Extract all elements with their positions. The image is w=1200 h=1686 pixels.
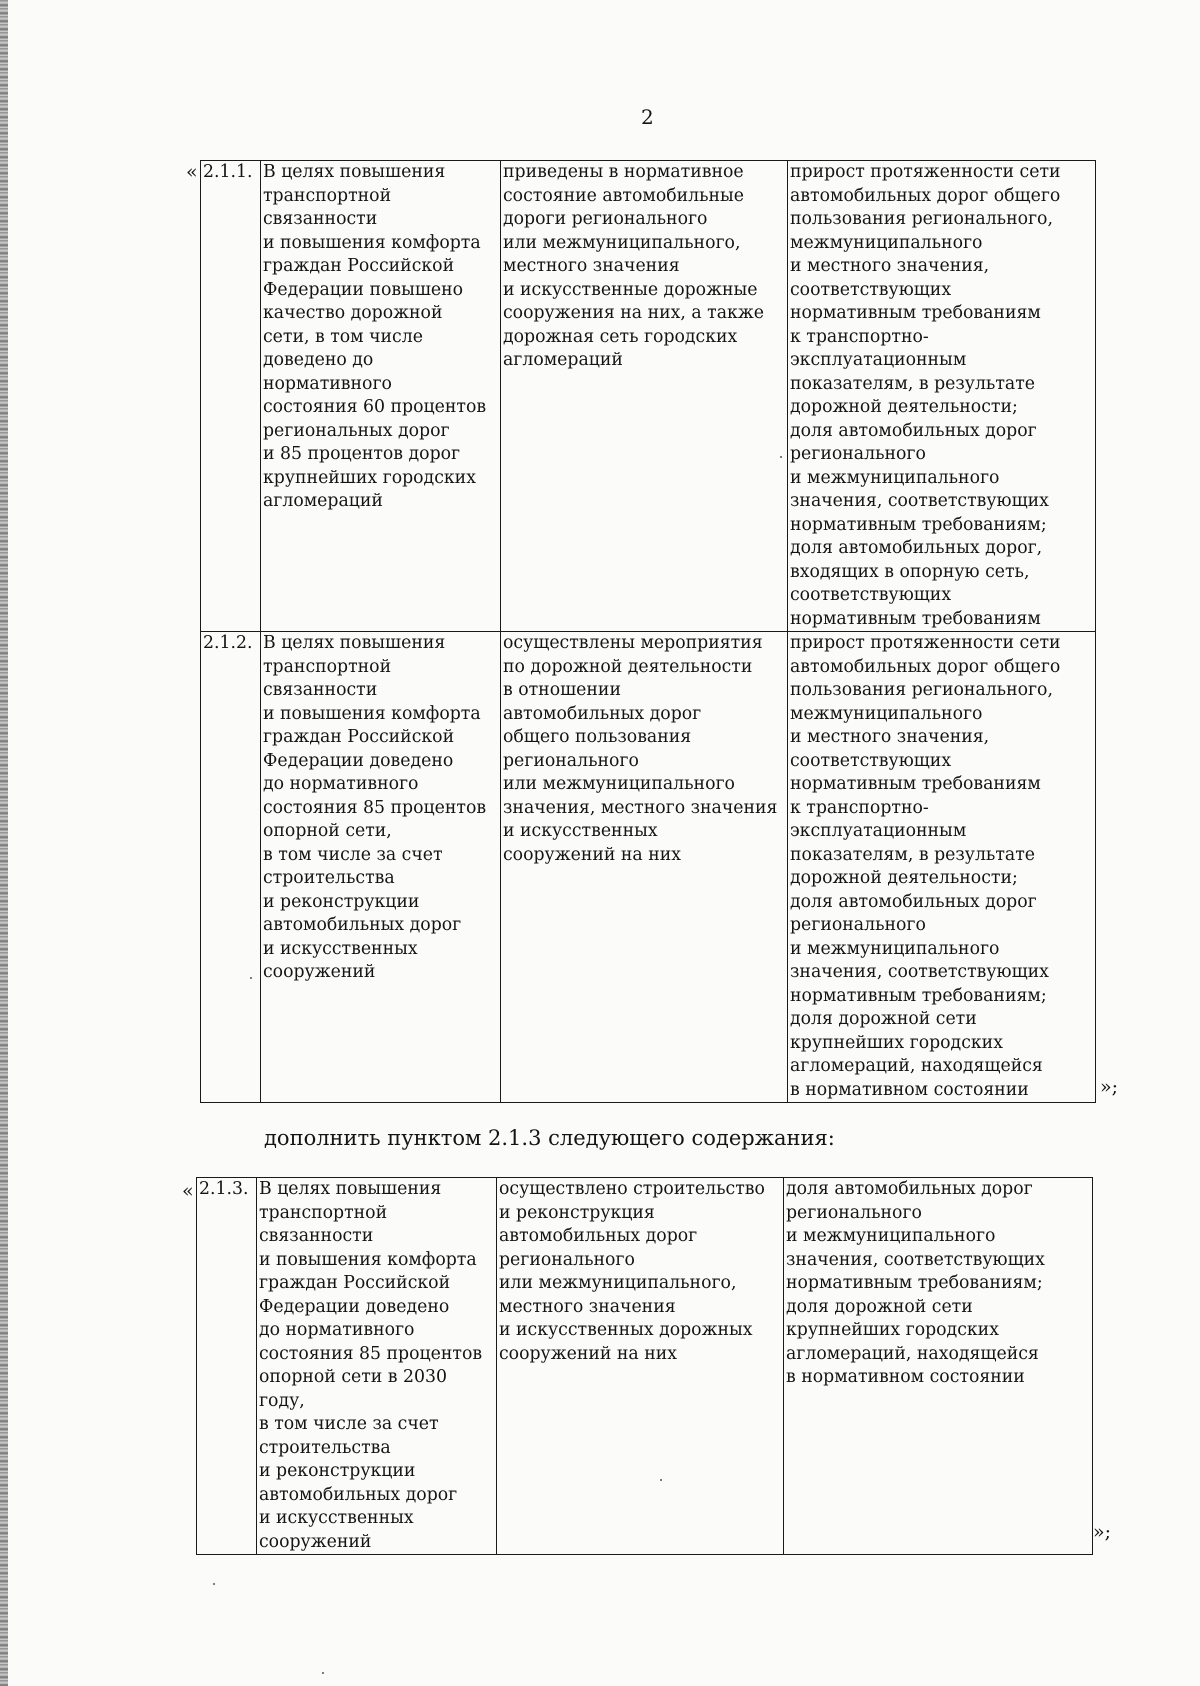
table-row [197, 1178, 1093, 1555]
goals-table [200, 160, 1096, 1103]
result-cell: осуществлены мероприятия по дорожной деятельности в отношении автомобильных дорог общего пользования регионального или межмуниципального значения, местного значения и искусственных сооружений на них [501, 632, 788, 1103]
scan-speck [213, 1583, 215, 1585]
result-cell: приведены в нормативное состояние автомобильные дороги регионального или межмуниципального, местного значения и искусственные дорожные сооружения на них, а также дорожная сеть городских агломераций [501, 161, 788, 632]
scan-speck [780, 456, 782, 458]
result-cell: осуществлено строительство и реконструкция автомобильных дорог регионального или межмуниципального, местного значения и искусственных дорожных сооружений на них [497, 1178, 784, 1555]
open-quote: « [186, 161, 198, 183]
table-row [201, 161, 1096, 632]
new-item-table [196, 1177, 1093, 1555]
scan-speck [322, 1672, 324, 1674]
table-row [201, 632, 1096, 1103]
indicators-cell: прирост протяженности сети автомобильных дорог общего пользования регионального, межмуниципального и местного значения, соответствующих нормативным требованиям к транспортно- эксплуатационным показателям, в результате дорожной деятельности; доля автомобильных дорог регионального и межмуниципального значения, соответствующих нормативным требованиям; доля дорожной сети крупнейших городских агломераций, находящейся в нормативном состоянии [788, 632, 1096, 1103]
indicators-cell: прирост протяженности сети автомобильных дорог общего пользования регионального, межмуниципального и местного значения, соответствующих нормативным требованиям к транспортно- эксплуатационным показателям, в результате дорожной деятельности; доля автомобильных дорог регионального и межмуниципального значения, соответствующих нормативным требованиям; доля автомобильных дорог, входящих в опорную сеть, соответствующих нормативным требованиям [788, 161, 1096, 632]
row-number: 2.1.2. [201, 632, 261, 1103]
row-number: 2.1.1. [201, 161, 261, 632]
close-quote: »; [1100, 1076, 1119, 1098]
open-quote: « [182, 1180, 194, 1202]
amendment-instruction: дополнить пунктом 2.1.3 следующего содержания: [264, 1126, 835, 1150]
scan-speck [250, 977, 252, 979]
goal-cell: В целях повышения транспортной связанности и повышения комфорта граждан Российской Федерации доведено до нормативного состояния 85 процентов опорной сети, в том числе за счет строительства и реконструкции автомобильных дорог и искусственных сооружений [261, 632, 501, 1103]
row-number: 2.1.3. [197, 1178, 257, 1555]
goal-cell: В целях повышения транспортной связанности и повышения комфорта граждан Российской Федерации доведено до нормативного состояния 85 процентов опорной сети в 2030 году, в том числе за счет строительства и реконструкции автомобильных дорог и искусственных сооружений [257, 1178, 497, 1555]
indicators-cell: доля автомобильных дорог регионального и межмуниципального значения, соответствующих нормативным требованиям; доля дорожной сети крупнейших городских агломераций, находящейся в нормативном состоянии [784, 1178, 1093, 1555]
page-number: 2 [641, 105, 654, 129]
scan-edge [0, 0, 8, 1686]
scan-speck [660, 1479, 662, 1481]
close-quote: »; [1093, 1521, 1112, 1543]
goal-cell: В целях повышения транспортной связанности и повышения комфорта граждан Российской Федерации повышено качество дорожной сети, в том числе доведено до нормативного состояния 60 процентов региональных дорог и 85 процентов дорог крупнейших городских агломераций [261, 161, 501, 632]
